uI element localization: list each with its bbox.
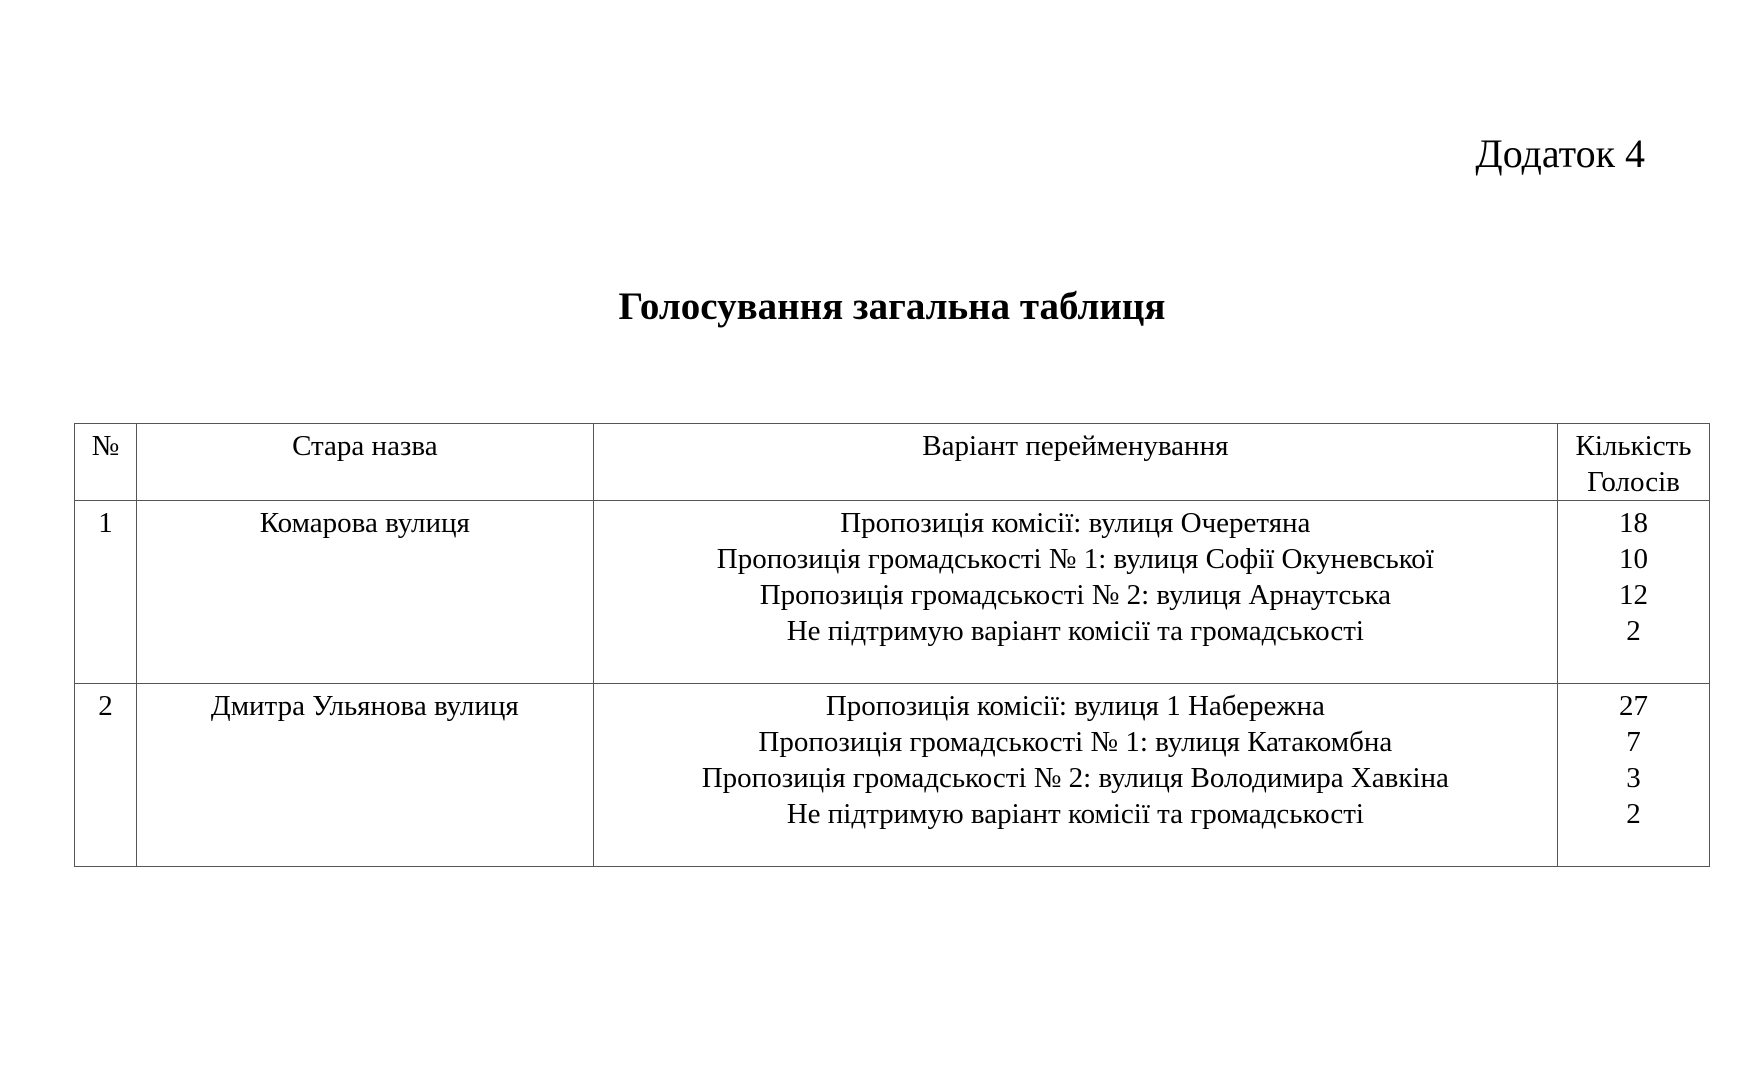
row-variants — [593, 501, 1557, 684]
header-variant: Варіант перейменування — [593, 424, 1557, 501]
variant-item: Пропозиція громадськості № 2: вулиця Володимира Хавкіна — [701, 762, 1449, 794]
variant-item: Пропозиція громадськості № 2: вулиця Арнаутська — [759, 579, 1391, 611]
table-header-row — [75, 424, 1710, 501]
appendix-label: Додаток 4 — [1475, 131, 1645, 176]
variant-item: Не підтримую варіант комісії та громадськості — [786, 615, 1364, 647]
variant-item: Пропозиція комісії: вулиця 1 Набережна — [825, 690, 1325, 722]
header-old-name: Стара назва — [136, 424, 593, 501]
vote-count: 2 — [1626, 615, 1641, 647]
row-votes — [1558, 684, 1710, 867]
row-old-name: Дмитра Ульянова вулиця — [136, 684, 593, 867]
vote-count: 12 — [1619, 579, 1648, 611]
row-old-name: Комарова вулиця — [136, 501, 593, 684]
page-title: Голосування загальна таблиця — [618, 285, 1166, 328]
vote-count: 18 — [1619, 507, 1648, 539]
vote-count: 27 — [1619, 690, 1648, 722]
voting-table — [74, 423, 1710, 867]
row-num: 1 — [75, 501, 137, 684]
row-num: 2 — [75, 684, 137, 867]
variant-item: Пропозиція громадськості № 1: вулиця Софії Окуневської — [716, 543, 1434, 575]
row-votes — [1558, 501, 1710, 684]
table-row — [75, 684, 1710, 867]
header-count-line2: Голосів — [1587, 466, 1680, 498]
vote-count: 7 — [1626, 726, 1641, 758]
header-count-line1: Кількість — [1575, 430, 1692, 462]
vote-count: 3 — [1626, 762, 1641, 794]
variant-item: Пропозиція громадськості № 1: вулиця Катакомбна — [758, 726, 1393, 758]
vote-count: 2 — [1626, 798, 1641, 830]
header-num: № — [75, 424, 137, 501]
variant-item: Не підтримую варіант комісії та громадськості — [786, 798, 1364, 830]
header-vote-count — [1558, 424, 1710, 501]
table-row — [75, 501, 1710, 684]
vote-count: 10 — [1619, 543, 1648, 575]
variant-item: Пропозиція комісії: вулиця Очеретяна — [840, 507, 1311, 539]
row-variants — [593, 684, 1557, 867]
